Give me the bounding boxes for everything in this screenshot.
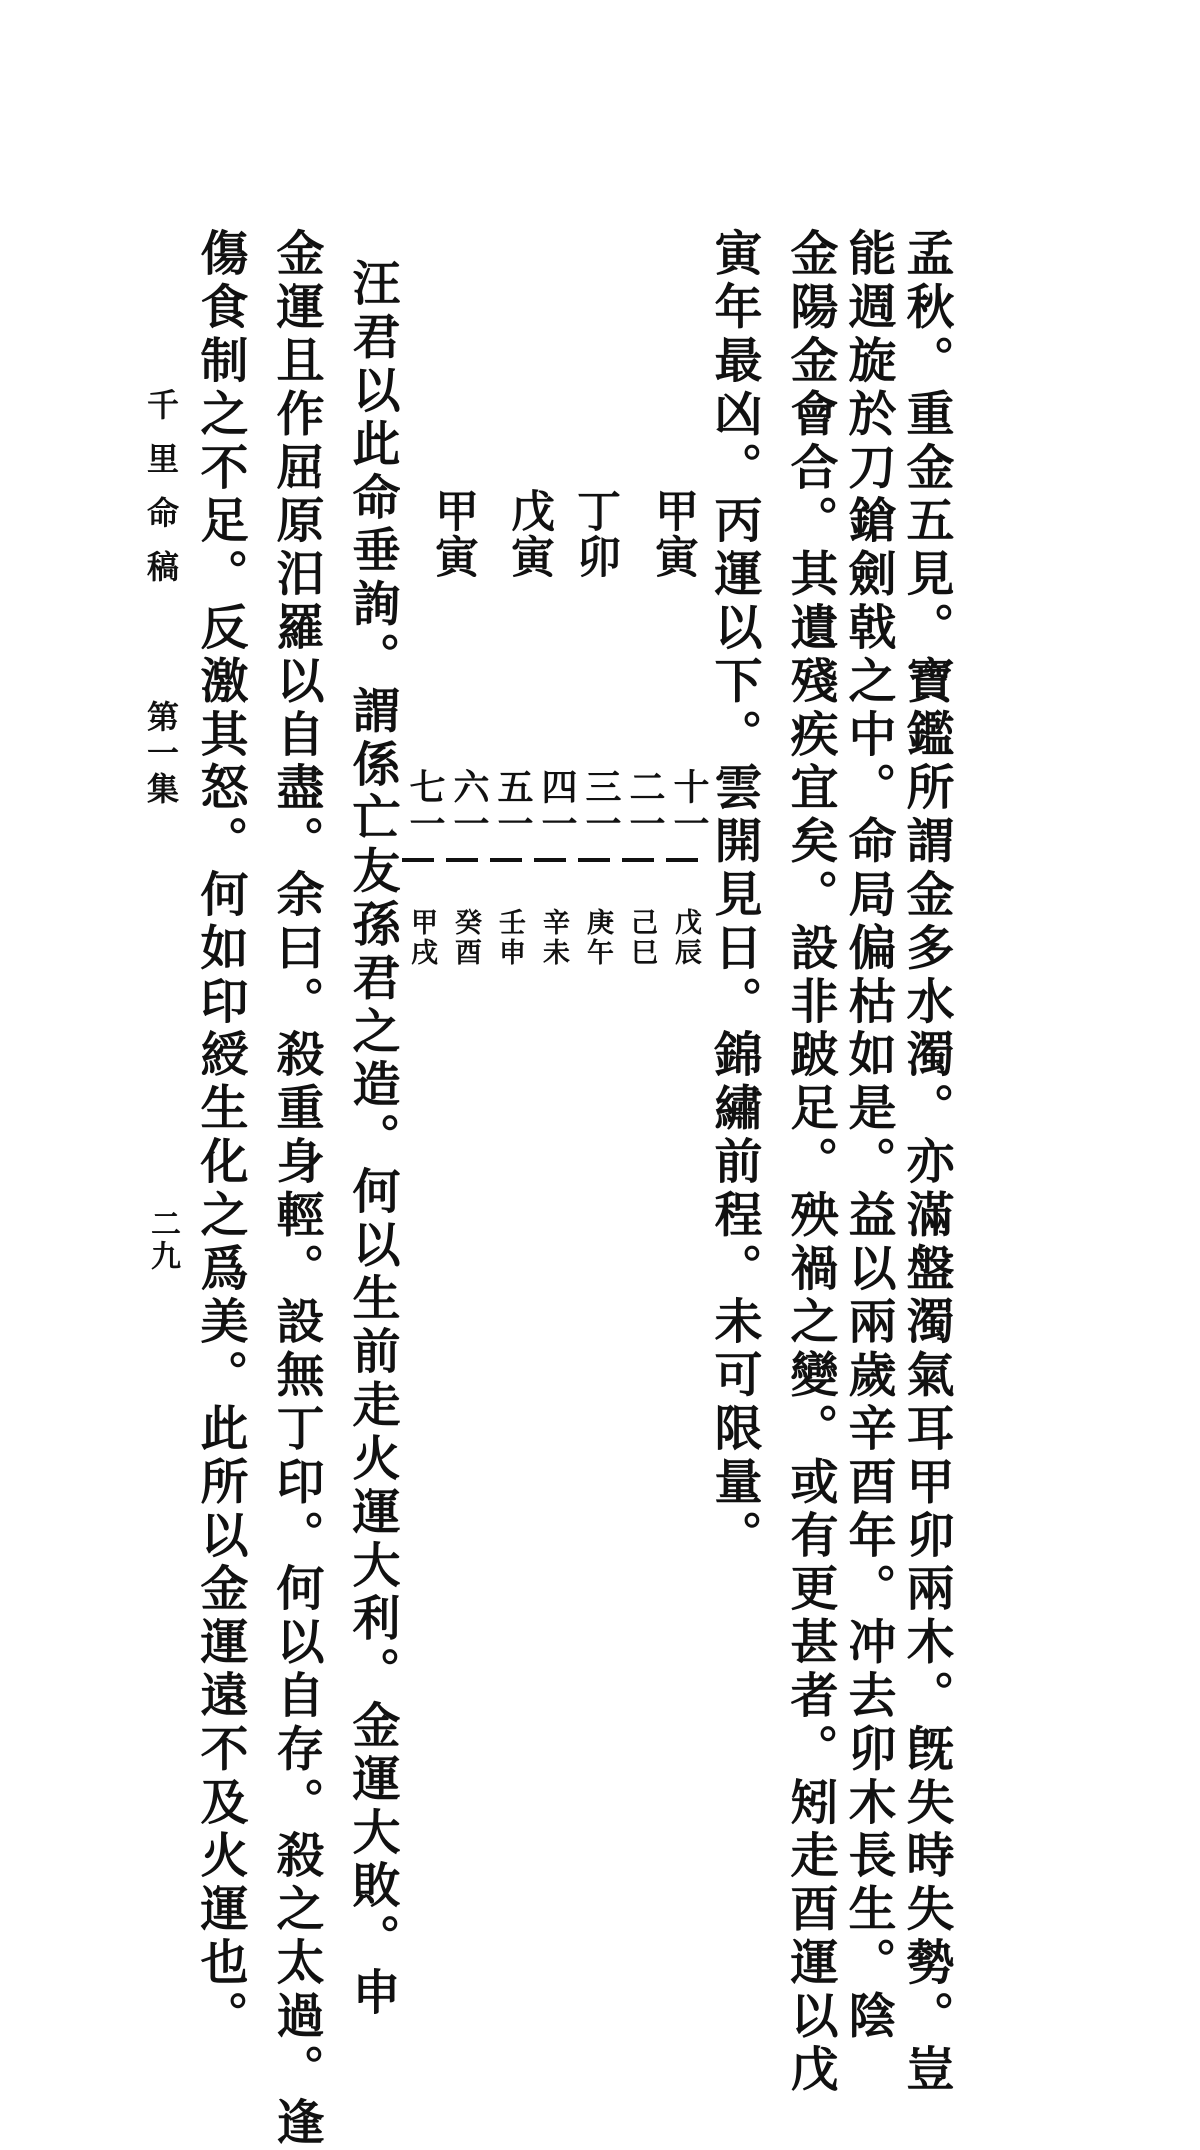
dash-mark bbox=[578, 858, 610, 862]
luck-ganzhi-1: 戊辰 bbox=[670, 908, 701, 968]
luck-age-6: 六一 bbox=[448, 768, 490, 842]
luck-ganzhi-2: 己巳 bbox=[626, 908, 657, 968]
dash-mark bbox=[402, 858, 434, 862]
dash-mark bbox=[666, 858, 698, 862]
luck-age-5: 五一 bbox=[492, 768, 534, 842]
pillar-day: 戊寅 bbox=[503, 488, 554, 580]
main-text-column-2: 能週旋於刀鎗劍戟之中。命局偏枯如是。益以兩歲辛酉年。冲去卯木長生。陰 bbox=[840, 228, 896, 2044]
luck-ganzhi-4: 辛未 bbox=[538, 908, 569, 968]
luck-ganzhi-7: 甲戌 bbox=[406, 908, 437, 968]
main-text-column-4: 寅年最凶。丙運以下。雲開見日。錦繡前程。未可限量。 bbox=[706, 228, 762, 1563]
luck-age-1: 十一 bbox=[668, 768, 710, 842]
commentary-column-2: 金運且作屈原汨羅以自盡。余曰。殺重身輕。設無丁印。何以自存。殺之太過。逢 bbox=[268, 228, 324, 2150]
main-text-column-1: 孟秋。重金五見。寶鑑所謂金多水濁。亦滿盤濁氣耳甲卯兩木。旣失時失勢。豈 bbox=[898, 228, 954, 2097]
commentary-column-3: 傷食制之不足。反激其怒。何如印綬生化之爲美。此所以金運遠不及火運也。 bbox=[192, 228, 248, 2044]
luck-age-2: 二一 bbox=[624, 768, 666, 842]
luck-age-3: 三一 bbox=[580, 768, 622, 842]
dash-mark bbox=[622, 858, 654, 862]
pillar-hour: 甲寅 bbox=[427, 488, 478, 580]
dash-mark bbox=[446, 858, 478, 862]
luck-age-4: 四一 bbox=[536, 768, 578, 842]
dash-mark bbox=[490, 858, 522, 862]
book-title: 千里命稿 bbox=[142, 388, 180, 604]
main-text-column-3: 金陽金會合。其遺殘疾宜矣。設非跛足。殃禍之變。或有更甚者。矧走酉運以戊 bbox=[782, 228, 838, 2097]
dash-mark bbox=[534, 858, 566, 862]
page-number: 二九 bbox=[145, 1208, 180, 1272]
commentary-column-1: 汪君以此命垂詢。謂係亡友孫君之造。何以生前走火運大利。金運大敗。申 bbox=[344, 258, 400, 2021]
luck-ganzhi-3: 庚午 bbox=[582, 908, 613, 968]
pillar-month: 丁卯 bbox=[569, 488, 620, 580]
luck-age-7: 七一 bbox=[404, 768, 446, 842]
luck-ganzhi-6: 癸酉 bbox=[450, 908, 481, 968]
luck-ganzhi-5: 壬申 bbox=[494, 908, 525, 968]
pillar-year: 甲寅 bbox=[647, 488, 698, 580]
volume-label: 第一集 bbox=[142, 700, 180, 808]
